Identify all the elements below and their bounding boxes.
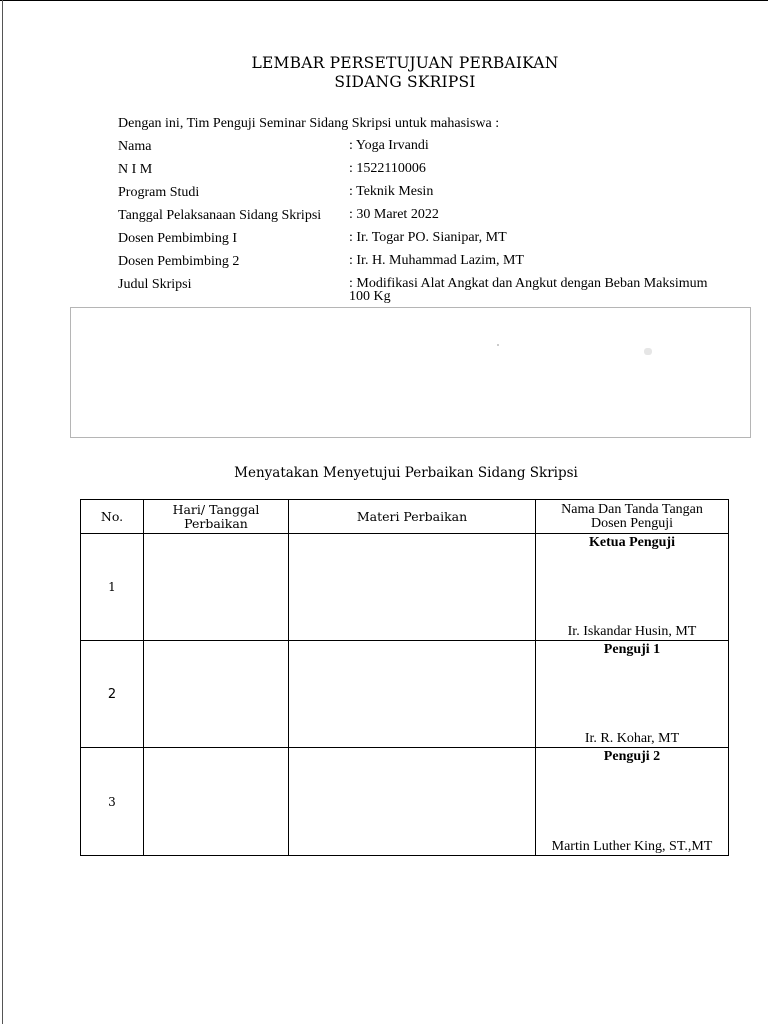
info-label: Program Studi bbox=[118, 185, 200, 200]
header-date-line1: Hari/ Tanggal bbox=[172, 501, 260, 517]
header-date bbox=[144, 500, 289, 534]
header-materi: Materi Perbaikan bbox=[289, 500, 536, 534]
examiner-name: Martin Luther King, ST.,MT bbox=[551, 839, 713, 854]
info-value: : Ir. H. Muhammad Lazim, MT bbox=[349, 253, 524, 268]
info-value bbox=[349, 277, 724, 303]
document-title-line1: LEMBAR PERSETUJUAN PERBAIKAN bbox=[251, 54, 559, 72]
row-date-cell bbox=[144, 534, 289, 641]
info-label: Tanggal Pelaksanaan Sidang Skripsi bbox=[118, 208, 322, 223]
row-materi-cell bbox=[289, 748, 536, 856]
info-label: Judul Skripsi bbox=[118, 277, 192, 292]
info-value: : 1522110006 bbox=[349, 161, 426, 176]
header-sign-line1: Nama Dan Tanda Tangan bbox=[561, 501, 703, 517]
info-value: : Ir. Togar PO. Sianipar, MT bbox=[349, 230, 507, 245]
scan-speck bbox=[497, 344, 499, 346]
intro-text: Dengan ini, Tim Penguji Seminar Sidang Skripsi untuk mahasiswa : bbox=[118, 116, 500, 131]
judul-line1: : Modifikasi Alat Angkat dan Angkut dengan Beban Maksimum bbox=[349, 276, 708, 291]
row-signature-cell bbox=[536, 641, 729, 748]
info-label: Dosen Pembimbing I bbox=[118, 231, 237, 246]
revision-table bbox=[80, 499, 729, 856]
header-date-line2: Perbaikan bbox=[184, 515, 248, 531]
row-date-cell bbox=[144, 748, 289, 856]
row-number: 3 bbox=[81, 748, 144, 856]
examiner-name: Ir. Iskandar Husin, MT bbox=[567, 624, 697, 639]
judul-line2: 100 Kg bbox=[349, 289, 391, 304]
row-number: 2 bbox=[81, 641, 144, 748]
row-materi-cell bbox=[289, 641, 536, 748]
examiner-role: Penguji 1 bbox=[603, 642, 661, 657]
header-signature bbox=[536, 500, 729, 534]
table-row bbox=[81, 534, 729, 641]
blank-image-area bbox=[70, 307, 751, 438]
table-header-row bbox=[81, 500, 729, 534]
row-date-cell bbox=[144, 641, 289, 748]
info-label: Dosen Pembimbing 2 bbox=[118, 254, 240, 269]
row-signature-cell bbox=[536, 534, 729, 641]
row-signature-cell bbox=[536, 748, 729, 856]
page-left-border bbox=[2, 0, 3, 1024]
document-title-line2: SIDANG SKRIPSI bbox=[334, 73, 476, 91]
page-top-border bbox=[0, 0, 768, 1]
examiner-role: Penguji 2 bbox=[603, 749, 661, 764]
info-label: N I M bbox=[118, 162, 153, 177]
scan-speck bbox=[644, 348, 652, 355]
info-value: : Yoga Irvandi bbox=[349, 138, 429, 153]
row-materi-cell bbox=[289, 534, 536, 641]
header-no: No. bbox=[81, 500, 144, 534]
info-value: : Teknik Mesin bbox=[349, 184, 434, 199]
row-number: 1 bbox=[81, 534, 144, 641]
info-value: : 30 Maret 2022 bbox=[349, 207, 439, 222]
examiner-role: Ketua Penguji bbox=[589, 535, 675, 550]
table-row bbox=[81, 641, 729, 748]
examiner-name: Ir. R. Kohar, MT bbox=[584, 731, 680, 746]
approval-statement: Menyatakan Menyetujui Perbaikan Sidang Skripsi bbox=[234, 465, 578, 481]
header-sign-line2: Dosen Penguji bbox=[590, 515, 674, 531]
table-row bbox=[81, 748, 729, 856]
info-label: Nama bbox=[118, 139, 152, 154]
